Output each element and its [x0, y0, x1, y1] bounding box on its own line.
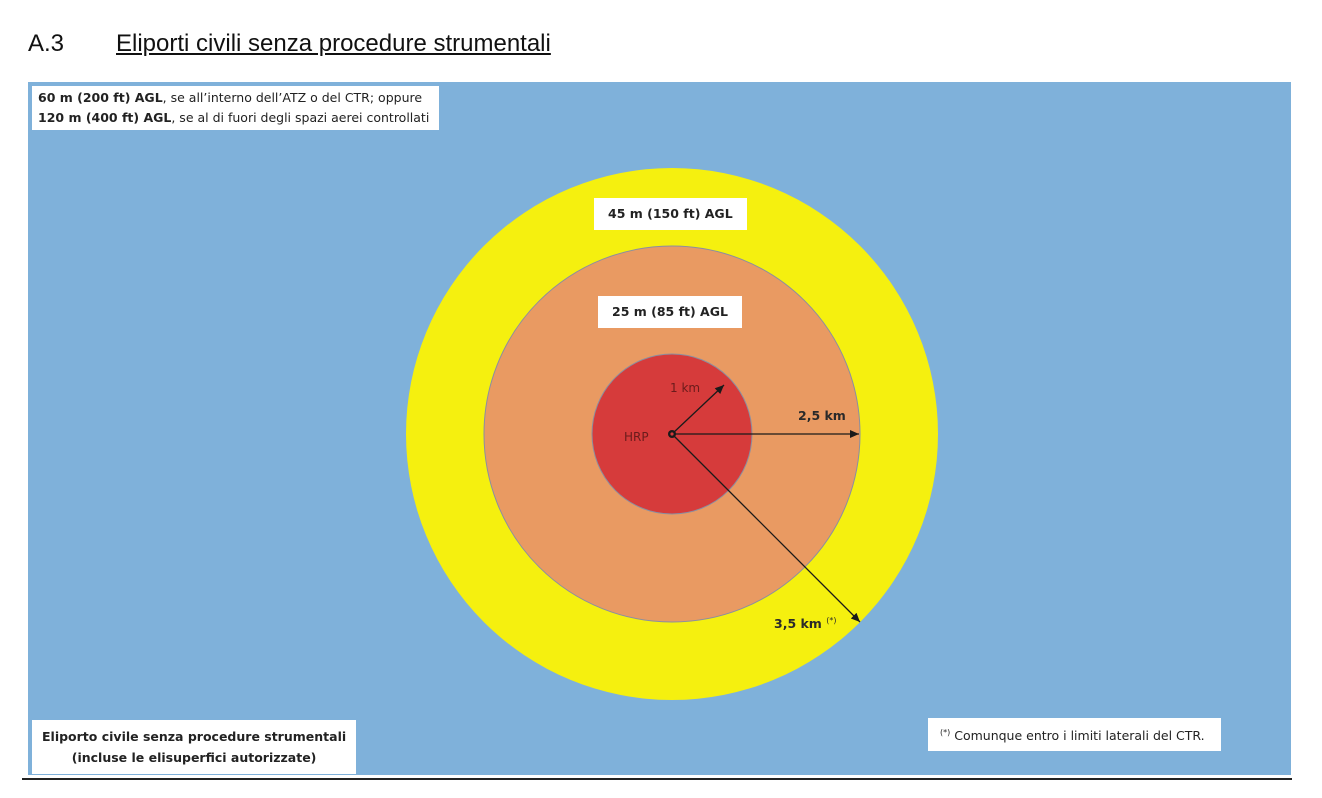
zone-diagram — [28, 82, 1291, 775]
section-number: A.3 — [28, 30, 65, 57]
altitude-note-box — [32, 86, 439, 130]
footnote-box — [928, 718, 1221, 751]
heliport-caption-line-2: (incluse le elisuperfici autorizzate) — [71, 750, 317, 765]
bottom-rule — [22, 778, 1292, 780]
altitude-uncontrolled-value: 120 m (400 ft) AGL — [38, 110, 172, 125]
middle-zone-label: 25 m (85 ft) AGL — [598, 296, 742, 328]
altitude-uncontrolled-text: , se al di fuori degli spazi aerei controllati — [171, 110, 430, 125]
outer-radius-label — [774, 616, 836, 631]
section-heading — [28, 30, 551, 58]
diagram-panel — [28, 82, 1291, 775]
footnote-mark: (*) — [940, 728, 951, 737]
section-title: Eliporti civili senza procedure strumentali — [116, 30, 551, 57]
heliport-caption-box — [32, 720, 356, 774]
hrp-label: HRP — [624, 430, 649, 444]
heliport-caption-line-1: Eliporto civile senza procedure strumentali — [42, 729, 347, 744]
hrp-point-center — [670, 432, 673, 435]
altitude-controlled-value: 60 m (200 ft) AGL — [38, 90, 163, 105]
altitude-note-line-1 — [38, 88, 429, 108]
outer-radius-value: 3,5 km — [774, 616, 822, 632]
altitude-note-line-2 — [38, 108, 429, 128]
outer-radius-footnote-mark: (*) — [826, 616, 837, 625]
footnote-text: Comunque entro i limiti laterali del CTR. — [950, 728, 1205, 744]
outer-zone-label: 45 m (150 ft) AGL — [594, 198, 747, 230]
inner-radius-label: 1 km — [670, 381, 701, 395]
altitude-controlled-text: , se all’interno dell’ATZ o del CTR; oppure — [162, 90, 423, 105]
middle-radius-label: 2,5 km — [798, 408, 846, 423]
